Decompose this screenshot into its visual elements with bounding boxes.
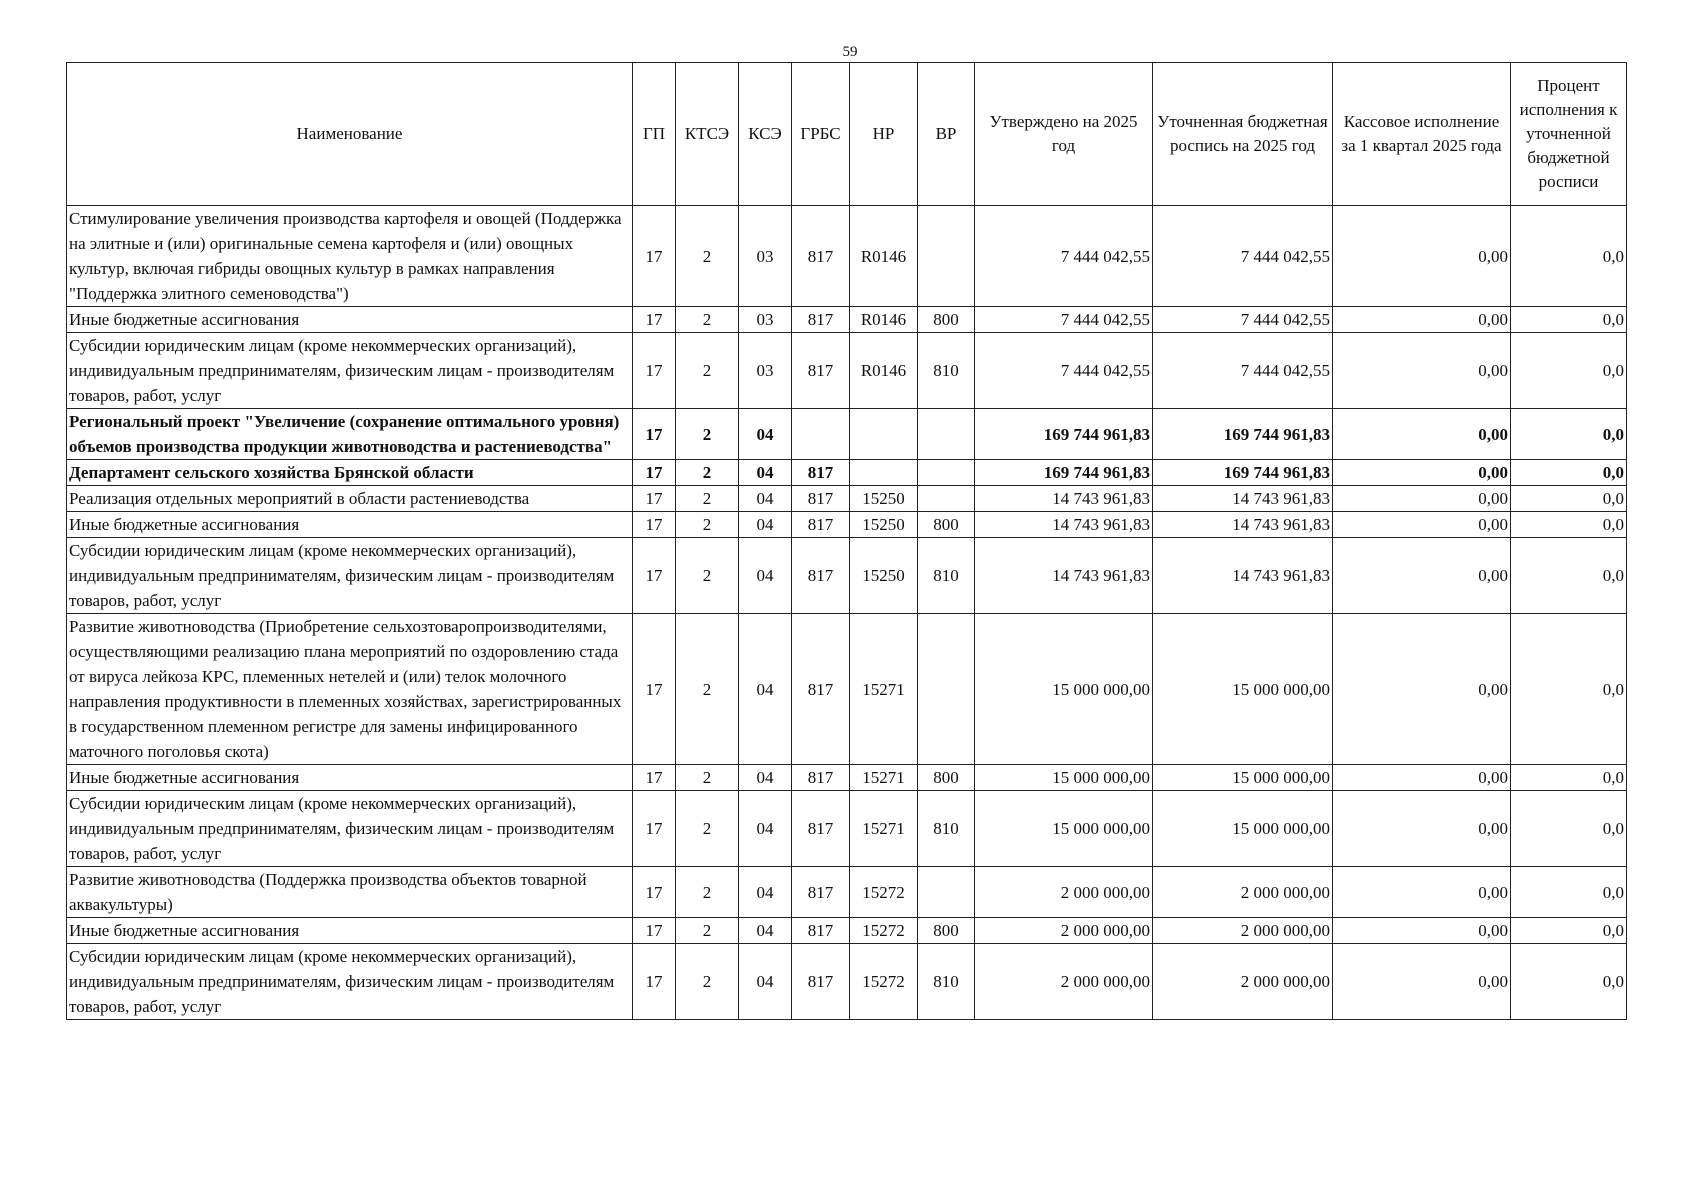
cell-refined: 14 743 961,83 (1153, 512, 1333, 538)
cell-cash: 0,00 (1333, 409, 1511, 460)
cell-nr (850, 460, 918, 486)
cell-grbs: 817 (792, 307, 850, 333)
cell-ktse: 2 (676, 614, 739, 765)
cell-gp: 17 (633, 765, 676, 791)
cell-kse: 04 (739, 512, 792, 538)
cell-gp: 17 (633, 944, 676, 1020)
cell-name: Развитие животноводства (Приобретение сельхозтоваропроизводителями, осуществляющими реализацию плана мероприятий по оздоровлению стада от вируса лейкоза КРС, племенных нетелей и (или) телок молочного направления продуктивности в племенных хозяйствах, зарегистрированных в государственном племенном регистре для замены инфицированного маточного поголовья скота) (67, 614, 633, 765)
cell-refined: 2 000 000,00 (1153, 867, 1333, 918)
cell-cash: 0,00 (1333, 307, 1511, 333)
cell-vr: 800 (918, 765, 975, 791)
cell-cash: 0,00 (1333, 512, 1511, 538)
cell-percent: 0,0 (1511, 409, 1627, 460)
cell-vr: 800 (918, 918, 975, 944)
cell-percent: 0,0 (1511, 867, 1627, 918)
cell-nr: 15271 (850, 765, 918, 791)
table-row (67, 944, 1627, 1020)
cell-nr: R0146 (850, 307, 918, 333)
cell-nr: 15250 (850, 538, 918, 614)
cell-gp: 17 (633, 409, 676, 460)
cell-percent: 0,0 (1511, 486, 1627, 512)
cell-percent: 0,0 (1511, 918, 1627, 944)
cell-cash: 0,00 (1333, 918, 1511, 944)
cell-nr: 15272 (850, 918, 918, 944)
cell-approved: 169 744 961,83 (975, 409, 1153, 460)
cell-vr: 800 (918, 512, 975, 538)
cell-refined: 7 444 042,55 (1153, 333, 1333, 409)
cell-approved: 14 743 961,83 (975, 486, 1153, 512)
header-grbs: ГРБС (792, 63, 850, 206)
cell-vr (918, 614, 975, 765)
cell-refined: 15 000 000,00 (1153, 765, 1333, 791)
cell-kse: 04 (739, 614, 792, 765)
cell-nr: 15272 (850, 944, 918, 1020)
cell-cash: 0,00 (1333, 460, 1511, 486)
cell-cash: 0,00 (1333, 867, 1511, 918)
page-number: 59 (842, 44, 858, 60)
table-row (67, 409, 1627, 460)
cell-grbs: 817 (792, 512, 850, 538)
table-row (67, 867, 1627, 918)
cell-nr: 15250 (850, 512, 918, 538)
cell-percent: 0,0 (1511, 765, 1627, 791)
cell-nr: 15250 (850, 486, 918, 512)
cell-name: Иные бюджетные ассигнования (67, 512, 633, 538)
cell-grbs: 817 (792, 614, 850, 765)
cell-nr: 15271 (850, 791, 918, 867)
cell-cash: 0,00 (1333, 206, 1511, 307)
header-gp: ГП (633, 63, 676, 206)
cell-grbs: 817 (792, 538, 850, 614)
header-vr: ВР (918, 63, 975, 206)
cell-kse: 03 (739, 206, 792, 307)
cell-gp: 17 (633, 307, 676, 333)
cell-kse: 04 (739, 460, 792, 486)
header-cash: Кассовое исполнение за 1 квартал 2025 года (1333, 63, 1511, 206)
cell-refined: 14 743 961,83 (1153, 486, 1333, 512)
table-row (67, 460, 1627, 486)
cell-kse: 04 (739, 867, 792, 918)
cell-percent: 0,0 (1511, 944, 1627, 1020)
table-row (67, 614, 1627, 765)
cell-kse: 04 (739, 765, 792, 791)
cell-ktse: 2 (676, 867, 739, 918)
cell-refined: 15 000 000,00 (1153, 791, 1333, 867)
cell-nr: 15272 (850, 867, 918, 918)
cell-refined: 169 744 961,83 (1153, 409, 1333, 460)
cell-kse: 04 (739, 791, 792, 867)
cell-grbs: 817 (792, 791, 850, 867)
cell-kse: 03 (739, 333, 792, 409)
cell-percent: 0,0 (1511, 512, 1627, 538)
cell-refined: 15 000 000,00 (1153, 614, 1333, 765)
cell-name: Субсидии юридическим лицам (кроме некоммерческих организаций), индивидуальным предпринимателям, физическим лицам - производителям товаров, работ, услуг (67, 538, 633, 614)
table-row (67, 486, 1627, 512)
cell-name: Субсидии юридическим лицам (кроме некоммерческих организаций), индивидуальным предпринимателям, физическим лицам - производителям товаров, работ, услуг (67, 333, 633, 409)
cell-name: Региональный проект "Увеличение (сохранение оптимального уровня) объемов производства продукции животноводства и растениеводства" (67, 409, 633, 460)
header-percent: Процент исполнения к уточненной бюджетной росписи (1511, 63, 1627, 206)
cell-approved: 15 000 000,00 (975, 765, 1153, 791)
cell-grbs: 817 (792, 944, 850, 1020)
cell-kse: 03 (739, 307, 792, 333)
cell-ktse: 2 (676, 333, 739, 409)
table-body (67, 206, 1627, 1020)
header-ktse: КТСЭ (676, 63, 739, 206)
table-row (67, 307, 1627, 333)
cell-approved: 2 000 000,00 (975, 918, 1153, 944)
cell-gp: 17 (633, 486, 676, 512)
cell-percent: 0,0 (1511, 614, 1627, 765)
cell-cash: 0,00 (1333, 791, 1511, 867)
cell-ktse: 2 (676, 765, 739, 791)
cell-ktse: 2 (676, 206, 739, 307)
budget-table (66, 62, 1627, 1020)
table-row (67, 791, 1627, 867)
cell-kse: 04 (739, 486, 792, 512)
cell-approved: 15 000 000,00 (975, 614, 1153, 765)
cell-percent: 0,0 (1511, 333, 1627, 409)
table-row (67, 333, 1627, 409)
cell-percent: 0,0 (1511, 460, 1627, 486)
cell-refined: 2 000 000,00 (1153, 918, 1333, 944)
cell-kse: 04 (739, 538, 792, 614)
cell-refined: 169 744 961,83 (1153, 460, 1333, 486)
table-row (67, 538, 1627, 614)
cell-ktse: 2 (676, 486, 739, 512)
cell-name: Реализация отдельных мероприятий в области растениеводства (67, 486, 633, 512)
header-kse: КСЭ (739, 63, 792, 206)
cell-ktse: 2 (676, 538, 739, 614)
cell-refined: 14 743 961,83 (1153, 538, 1333, 614)
cell-kse: 04 (739, 409, 792, 460)
cell-kse: 04 (739, 944, 792, 1020)
cell-percent: 0,0 (1511, 538, 1627, 614)
cell-name: Иные бюджетные ассигнования (67, 918, 633, 944)
cell-approved: 2 000 000,00 (975, 867, 1153, 918)
table-header-row (67, 63, 1627, 206)
cell-ktse: 2 (676, 512, 739, 538)
cell-name: Стимулирование увеличения производства картофеля и овощей (Поддержка на элитные и (или) оригинальные семена картофеля и (или) овощных культур, включая гибриды овощных культур в рамках направления "Поддержка элитного семеноводства") (67, 206, 633, 307)
table-row (67, 918, 1627, 944)
cell-grbs: 817 (792, 867, 850, 918)
cell-vr: 800 (918, 307, 975, 333)
cell-nr (850, 409, 918, 460)
cell-vr (918, 867, 975, 918)
cell-ktse: 2 (676, 409, 739, 460)
cell-vr (918, 486, 975, 512)
cell-gp: 17 (633, 867, 676, 918)
cell-cash: 0,00 (1333, 944, 1511, 1020)
cell-vr: 810 (918, 538, 975, 614)
cell-gp: 17 (633, 918, 676, 944)
cell-cash: 0,00 (1333, 333, 1511, 409)
header-nr: НР (850, 63, 918, 206)
cell-ktse: 2 (676, 307, 739, 333)
cell-approved: 14 743 961,83 (975, 538, 1153, 614)
cell-gp: 17 (633, 538, 676, 614)
cell-cash: 0,00 (1333, 486, 1511, 512)
header-refined: Уточненная бюджетная роспись на 2025 год (1153, 63, 1333, 206)
cell-name: Субсидии юридическим лицам (кроме некоммерческих организаций), индивидуальным предпринимателям, физическим лицам - производителям товаров, работ, услуг (67, 944, 633, 1020)
cell-refined: 2 000 000,00 (1153, 944, 1333, 1020)
cell-ktse: 2 (676, 460, 739, 486)
cell-cash: 0,00 (1333, 765, 1511, 791)
cell-gp: 17 (633, 206, 676, 307)
cell-ktse: 2 (676, 918, 739, 944)
cell-cash: 0,00 (1333, 614, 1511, 765)
cell-vr: 810 (918, 791, 975, 867)
cell-name: Субсидии юридическим лицам (кроме некоммерческих организаций), индивидуальным предпринимателям, физическим лицам - производителям товаров, работ, услуг (67, 791, 633, 867)
cell-grbs: 817 (792, 486, 850, 512)
cell-grbs: 817 (792, 765, 850, 791)
cell-vr (918, 206, 975, 307)
cell-vr: 810 (918, 944, 975, 1020)
header-name: Наименование (67, 63, 633, 206)
cell-vr: 810 (918, 333, 975, 409)
cell-approved: 2 000 000,00 (975, 944, 1153, 1020)
header-approved: Утверждено на 2025 год (975, 63, 1153, 206)
cell-name: Иные бюджетные ассигнования (67, 307, 633, 333)
cell-vr (918, 460, 975, 486)
cell-grbs: 817 (792, 206, 850, 307)
cell-percent: 0,0 (1511, 206, 1627, 307)
cell-approved: 7 444 042,55 (975, 333, 1153, 409)
cell-nr: R0146 (850, 206, 918, 307)
cell-approved: 14 743 961,83 (975, 512, 1153, 538)
cell-nr: 15271 (850, 614, 918, 765)
cell-refined: 7 444 042,55 (1153, 307, 1333, 333)
table-row (67, 206, 1627, 307)
cell-approved: 169 744 961,83 (975, 460, 1153, 486)
cell-grbs (792, 409, 850, 460)
cell-gp: 17 (633, 333, 676, 409)
cell-name: Иные бюджетные ассигнования (67, 765, 633, 791)
cell-name: Департамент сельского хозяйства Брянской области (67, 460, 633, 486)
cell-ktse: 2 (676, 791, 739, 867)
cell-grbs: 817 (792, 918, 850, 944)
cell-approved: 7 444 042,55 (975, 307, 1153, 333)
cell-gp: 17 (633, 512, 676, 538)
cell-percent: 0,0 (1511, 307, 1627, 333)
cell-approved: 7 444 042,55 (975, 206, 1153, 307)
cell-vr (918, 409, 975, 460)
table-row (67, 765, 1627, 791)
cell-name: Развитие животноводства (Поддержка производства объектов товарной аквакультуры) (67, 867, 633, 918)
cell-gp: 17 (633, 791, 676, 867)
cell-cash: 0,00 (1333, 538, 1511, 614)
cell-kse: 04 (739, 918, 792, 944)
cell-approved: 15 000 000,00 (975, 791, 1153, 867)
cell-gp: 17 (633, 460, 676, 486)
cell-refined: 7 444 042,55 (1153, 206, 1333, 307)
table-row (67, 512, 1627, 538)
cell-ktse: 2 (676, 944, 739, 1020)
cell-nr: R0146 (850, 333, 918, 409)
cell-grbs: 817 (792, 460, 850, 486)
cell-gp: 17 (633, 614, 676, 765)
cell-grbs: 817 (792, 333, 850, 409)
cell-percent: 0,0 (1511, 791, 1627, 867)
